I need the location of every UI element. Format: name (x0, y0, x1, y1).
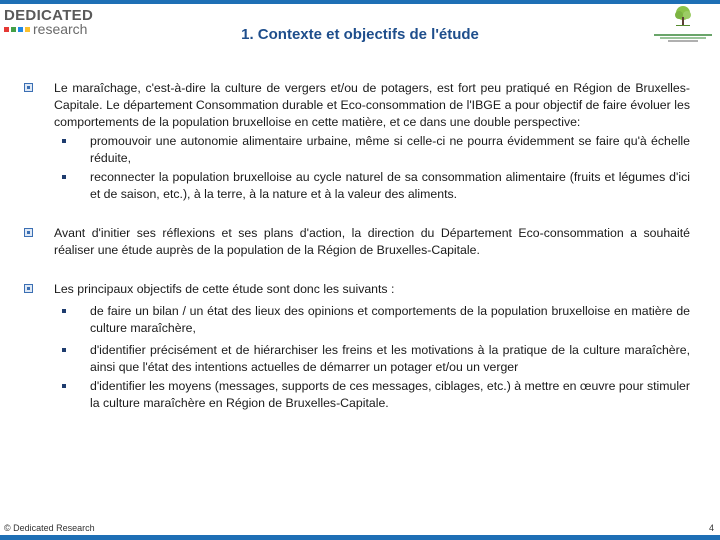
bullet-icon (62, 384, 66, 388)
paragraph-context (24, 80, 690, 203)
page-title: 1. Contexte et objectifs de l'étude (241, 26, 479, 43)
bullet-icon (62, 348, 66, 352)
list-item: d'identifier précisément et de hiérarchiser les freins et les motivations à la pratique de la culture maraîchère, ainsi que l'état des intentions actuelles de démarrer un potager et/ou un verger (54, 342, 690, 376)
bullet-icon (62, 309, 66, 313)
square-bullet-icon (24, 284, 33, 293)
bullet-icon (62, 139, 66, 143)
logo-text-line1: DEDICATED (4, 7, 94, 24)
paragraph-text: Les principaux objectifs de cette étude sont donc les suivants : (54, 282, 395, 296)
paragraph-initiative (24, 225, 690, 259)
tree-icon (672, 5, 694, 27)
square-bullet-icon (24, 83, 33, 92)
paragraph-objectives (24, 281, 690, 412)
footer-copyright: © Dedicated Research (4, 523, 95, 533)
square-bullet-icon (24, 228, 33, 237)
logo-small-text (648, 34, 718, 42)
bottom-accent-bar (0, 535, 720, 540)
page-number: 4 (708, 523, 714, 533)
logo-text-line2: research (33, 21, 88, 37)
main-content (24, 80, 690, 426)
list-item: reconnecter la population bruxelloise au cycle naturel de sa consommation alimentaire (fruits et légumes d'ici et de saison, etc.), à la terre, à la nature et à la valeur des aliments. (54, 169, 690, 203)
top-accent-bar (0, 0, 720, 4)
list-item: de faire un bilan / un état des lieux des opinions et comportements de la population bruxelloise en matière de culture maraîchère, (54, 303, 690, 337)
ibge-logo (648, 5, 718, 43)
list-item: promouvoir une autonomie alimentaire urbaine, même si celle-ci ne pourra évidemment se faire qu'à échelle réduite, (54, 133, 690, 167)
paragraph-text: Avant d'initier ses réflexions et ses plans d'action, la direction du Département Eco-consommation a souhaité réaliser une étude auprès de la population de la Région de Bruxelles-Capitale. (54, 226, 690, 257)
paragraph-text: Le maraîchage, c'est-à-dire la culture de vergers et/ou de potagers, est fort peu pratiqué en Région de Bruxelles-Capitale. Le département Consommation durable et Eco-consommation de l'IBGE a pour objectif de faire évoluer les comportements de la population bruxelloise en cette matière, et ce dans une double perspective: (54, 81, 690, 129)
bullet-icon (62, 175, 66, 179)
list-item: d'identifier les moyens (messages, supports de ces messages, ciblages, etc.) à mettre en œuvre pour stimuler la culture maraîchère en Région de Bruxelles-Capitale. (54, 378, 690, 412)
